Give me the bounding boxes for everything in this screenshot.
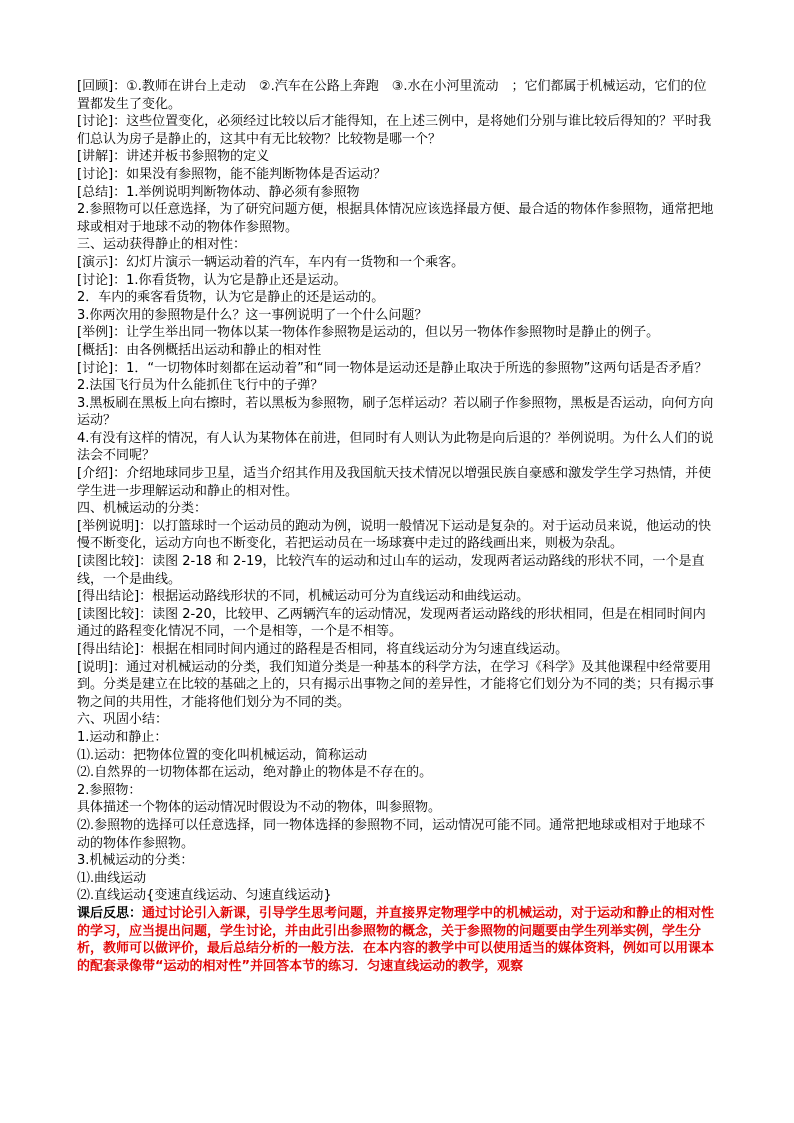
paragraph: 2．车内的乘客看货物，认为它是静止的还是运动的。 — [77, 290, 385, 306]
paragraph: 4.有没有这样的情况，有人认为某物体在前进，但同时有人则认为此物是向后退的？举例说明。为什么人们的说法会不同呢？ — [77, 430, 714, 464]
paragraph: [介绍]：介绍地球同步卫星，适当介绍其作用及我国航天技术情况以增强民族自豪感和激发学生学习热情，并使学生进一步理解运动和静止的相对性。 — [77, 466, 712, 499]
paragraph-list — [77, 78, 717, 905]
paragraph: 1.运动和静止： — [77, 729, 168, 745]
paragraph: 3.机械运动的分类： — [77, 853, 194, 869]
paragraph: 具体描述一个物体的运动情况时假设为不动的物体，叫参照物。 — [77, 800, 442, 816]
paragraph: 3.你两次用的参照物是什么？这一事例说明了一个什么问题？ — [77, 307, 428, 323]
reflection-label: 课后反思： — [77, 905, 143, 921]
paragraph: 六、巩固小结： — [77, 712, 169, 728]
paragraph: [举例说明]：以打篮球时一个运动员的跑动为例，说明一般情况下运动是复杂的。对于运动员来说，他运动的快慢不断变化，运动方向也不断变化，若把运动员在一场球赛中走过的路线画出来，则极为杂乱。 — [77, 518, 712, 552]
paragraph: [得出结论]：根据在相同时间内通过的路程是否相同，将直线运动分为匀速直线运动。 — [77, 642, 569, 657]
paragraph: 3.黑板刷在黑板上向右擦时，若以黑板为参照物，刷子怎样运动？若以刷子作参照物，黑板是否运动，向何方向运动？ — [77, 395, 714, 429]
paragraph: [读图比较]：读图 2-20，比较甲、乙两辆汽车的运动情况，发现两者运动路线的形状相同，但是在相同时间内通过的路程变化情况不同，一个是相等，一个是不相等。 — [77, 606, 706, 640]
paragraph: [回顾]：①.教师在讲台上走动 ②.汽车在公路上奔跑 ③.水在小河里流动 ；它们都属于机械运动，它们的位置都发生了变化。 — [77, 79, 707, 112]
paragraph: 2.参照物： — [77, 782, 142, 798]
after-class-reflection — [77, 905, 717, 975]
paragraph: ⑴.运动：把物体位置的变化叫机械运动，简称运动 — [77, 747, 368, 763]
paragraph: 2.法国飞行员为什么能抓住飞行中的子弹？ — [77, 378, 324, 394]
paragraph: [说明]：通过对机械运动的分类，我们知道分类是一种基本的科学方法，在学习《科学》及其他课程中经常要用到。分类是建立在比较的基础之上的，只有揭示出事物之间的差异性，才能将它们划分为不同的类；只有揭示事物之间的共用性，才能将他们划分为不同的类。 — [77, 659, 715, 710]
paragraph: ⑵.参照物的选择可以任意选择，同一物体选择的参照物不同，运动情况可能不同。通常把地球或相对于地球不动的物体作参照物。 — [77, 817, 706, 851]
paragraph: [读图比较]：读图 2-18 和 2-19，比较汽车的运动和过山车的运动，发现两者运动路线的形状不同，一个是直线，一个是曲线。 — [77, 554, 705, 587]
paragraph: ⑵.自然界的一切物体都在运动，绝对静止的物体是不存在的。 — [77, 765, 433, 781]
paragraph: [举例]：让学生举出同一物体以某一物体作参照物是运动的，但以另一物体作参照物时是静止的例子。 — [77, 325, 660, 341]
reflection-text: 通过讨论引入新课，引导学生思考问题，并直接界定物理学中的机械运动，对于运动和静止的相对性的学习，应当提出问题，学生讨论，并由此引出参照物的概念，关于参照物的问题要由学生列举实例，学生分析，教师可以做评价，最后总结分析的一般方法．在本内容的教学中可以使用适当的媒体资料，例如可以用课本的配套录像带“运动的相对性”并回答本节的练习．匀速直线运动的教学，观察 — [77, 905, 715, 974]
paragraph: [讨论]：1.你看货物，认为它是静止还是运动。 — [77, 272, 347, 288]
paragraph: [讨论]：如果没有参照物，能不能判断物体是否运动？ — [77, 166, 387, 182]
paragraph: [概括]：由各例概括出运动和静止的相对性 — [77, 342, 322, 358]
paragraph: [讨论]：这些位置变化，必须经过比较以后才能得知，在上述三例中，是将她们分别与谁比较后得知的？平时我们总认为房子是静止的，这其中有无比较物？比较物是哪一个？ — [77, 114, 712, 147]
paragraph: 三、运动获得静止的相对性： — [77, 237, 247, 253]
paragraph: ⑴.曲线运动 — [77, 870, 147, 886]
paragraph: ⑵.直线运动{变速直线运动、匀速直线运动} — [77, 888, 332, 904]
paragraph: [讲解]：讲述并板书参照物的定义 — [77, 149, 270, 165]
paragraph: [总结]：1.举例说明判断物体动、静必须有参照物 — [77, 184, 360, 200]
paragraph: 四、机械运动的分类： — [77, 501, 208, 517]
paragraph: [得出结论]：根据运动路线形状的不同，机械运动可分为直线运动和曲线运动。 — [77, 589, 530, 605]
lesson-document — [77, 78, 717, 975]
paragraph: [讨论]：1．“一切物体时刻都在运动着”和“同一物体是运动还是静止取决于所选的参照物”这两句话是否矛盾？ — [77, 360, 708, 376]
paragraph: 2.参照物可以任意选择，为了研究问题方便，根据具体情况应该选择最方便、最合适的物体作参照物，通常把地球或相对于地球不动的物体作参照物。 — [77, 202, 714, 235]
paragraph: [演示]：幻灯片演示一辆运动着的汽车，车内有一货物和一个乘客。 — [77, 254, 465, 270]
